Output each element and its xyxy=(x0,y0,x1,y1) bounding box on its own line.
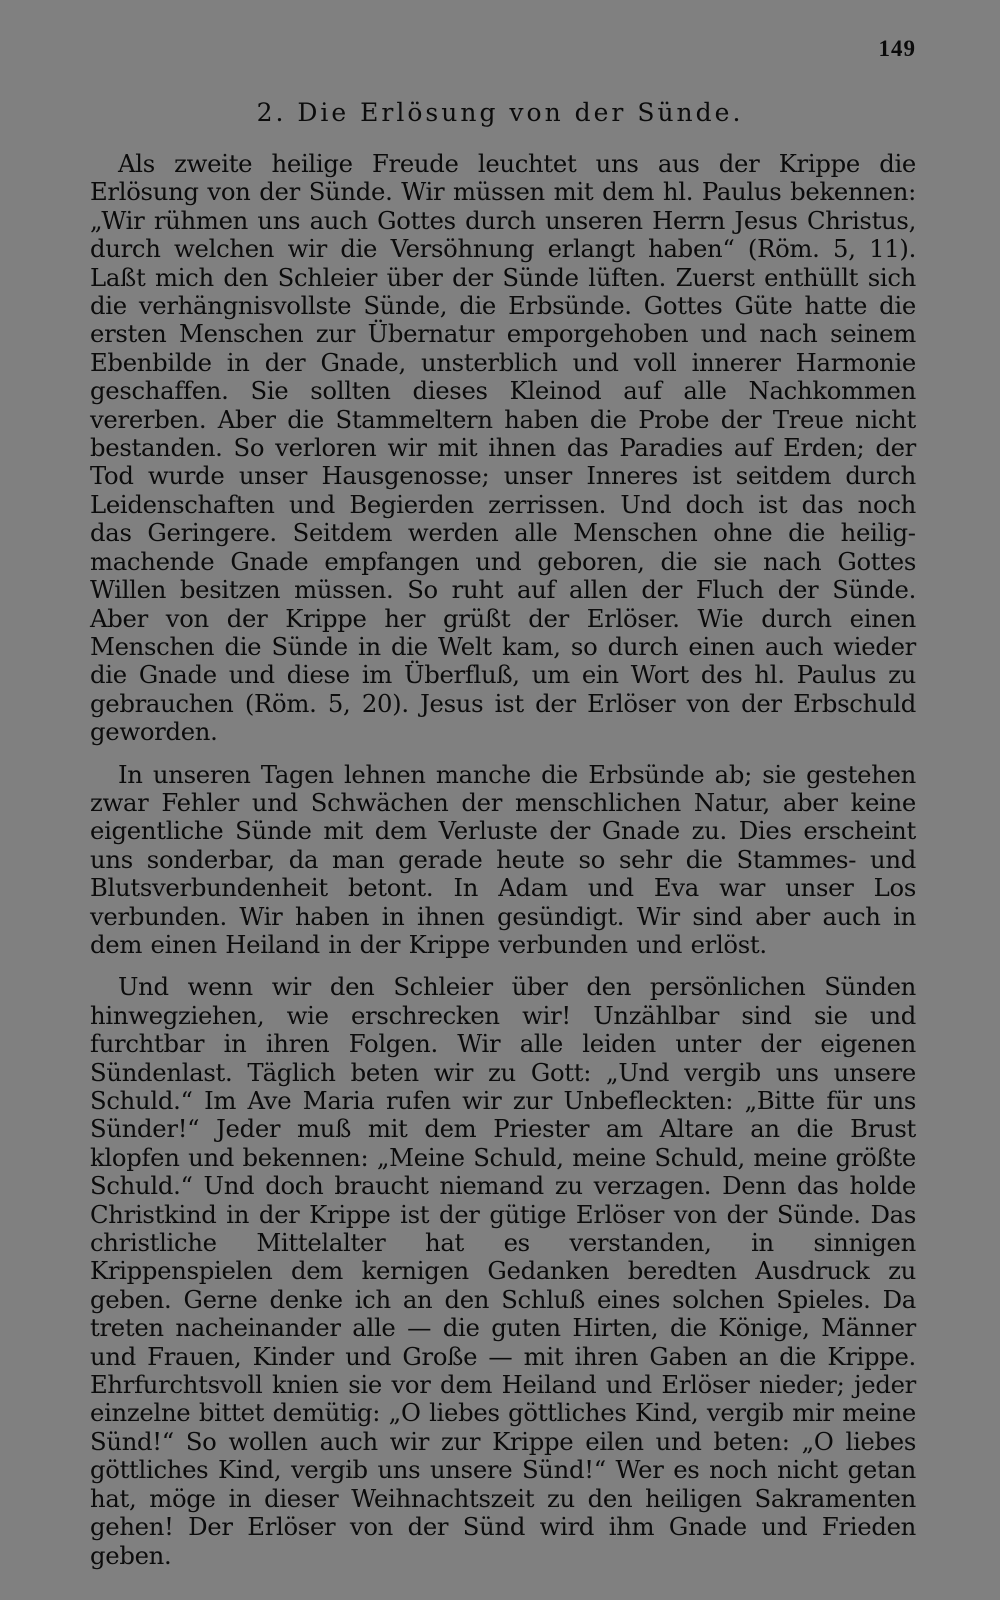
page-number: 149 xyxy=(878,36,916,61)
paragraph-personal-sins: Und wenn wir den Schleier über den persönlichen Sünden hinwegziehen, wie erschrecken wir! Unzählbar sind sie und furchtbar in ihren Folgen. Wir alle leiden unter der eigenen Sündenlast. Täglich beten wir zu Gott: „Und vergib uns unsere Schuld.“ Im Ave Maria rufen wir zur Unbefleckten: „Bitte für uns Sünder!“ Jeder muß mit dem Priester am Altare an die Brust klopfen und bekennen: „Meine Schuld, meine Schuld, meine größte Schuld.“ Und doch braucht niemand zu verzagen. Denn das holde Christkind in der Krippe ist der gütige Erlöser von der Sünde. Das christliche Mittelalter hat es verstanden, in sinnigen Krippenspielen dem kernigen Gedanken beredten Ausdruck zu geben. Gerne denke ich an den Schluß eines solchen Spieles. Da treten nacheinander alle — die guten Hirten, die Könige, Männer und Frauen, Kinder und Große — mit ihren Gaben an die Krippe. Ehrfurchtsvoll knien sie vor dem Heiland und Erlöser nieder; jeder einzelne bittet demütig: „O liebes göttliches Kind, vergib mir meine Sünd!“ So wollen auch wir zur Krippe eilen und beten: „O liebes göttliches Kind, vergib uns unsere Sünd!“ Wer es noch nicht getan hat, möge in dieser Weihnachtszeit zu den heiligen Sakramenten gehen! Der Erlöser von der Sünd wird ihm Gnade und Frieden geben. xyxy=(90,972,916,1570)
section-heading: 2. Die Erlösung von der Sünde. xyxy=(256,98,744,127)
paragraph-denial-of-original-sin: In unseren Tagen lehnen manche die Erbsünde ab; sie gestehen zwar Fehler und Schwächen der menschlichen Natur, aber keine eigentliche Sünde mit dem Verluste der Gnade zu. Dies erscheint uns sonderbar, da man gerade heute so sehr die Stammes- und Blutsverbundenheit betont. In Adam und Eva war unser Los verbunden. Wir haben in ihnen gesündigt. Wir sind aber auch in dem einen Heiland in der Krippe verbunden und erlöst. xyxy=(90,759,916,959)
paragraph-redemption-original-sin: Als zweite heilige Freude leuchtet uns aus der Krippe die Erlösung von der Sünde. Wir müssen mit dem hl. Paulus bekennen: „Wir rühmen uns auch Gottes durch unseren Herrn Jesus Christus, durch welchen wir die Versöhnung erlangt haben“ (Röm. 5, 11). Laßt mich den Schleier über der Sünde lüften. Zuerst enthüllt sich die verhängnisvollste Sünde, die Erbsünde. Gottes Güte hatte die ersten Menschen zur Übernatur emporgehoben und nach seinem Ebenbilde in der Gnade, unsterblich und voll innerer Harmonie geschaffen. Sie sollten dieses Kleinod auf alle Nachkommen vererben. Aber die Stammeltern haben die Probe der Treue nicht bestanden. So verloren wir mit ihnen das Paradies auf Erden; der Tod wurde unser Hausgenosse; unser Inneres ist seitdem durch Leidenschaften und Begierden zerrissen. Und doch ist das noch das Geringere. Seitdem werden alle Menschen ohne die heiligmachende Gnade empfangen und geboren, die sie nach Gottes Willen besitzen müssen. So ruht auf allen der Fluch der Sünde. Aber von der Krippe her grüßt der Erlöser. Wie durch einen Menschen die Sünde in die Welt kam, so durch einen auch wieder die Gnade und diese im Überfluß, um ein Wort des hl. Paulus zu gebrauchen (Röm. 5, 20). Jesus ist der Erlöser von der Erbschuld geworden. xyxy=(90,149,916,747)
body-text xyxy=(90,150,916,1570)
